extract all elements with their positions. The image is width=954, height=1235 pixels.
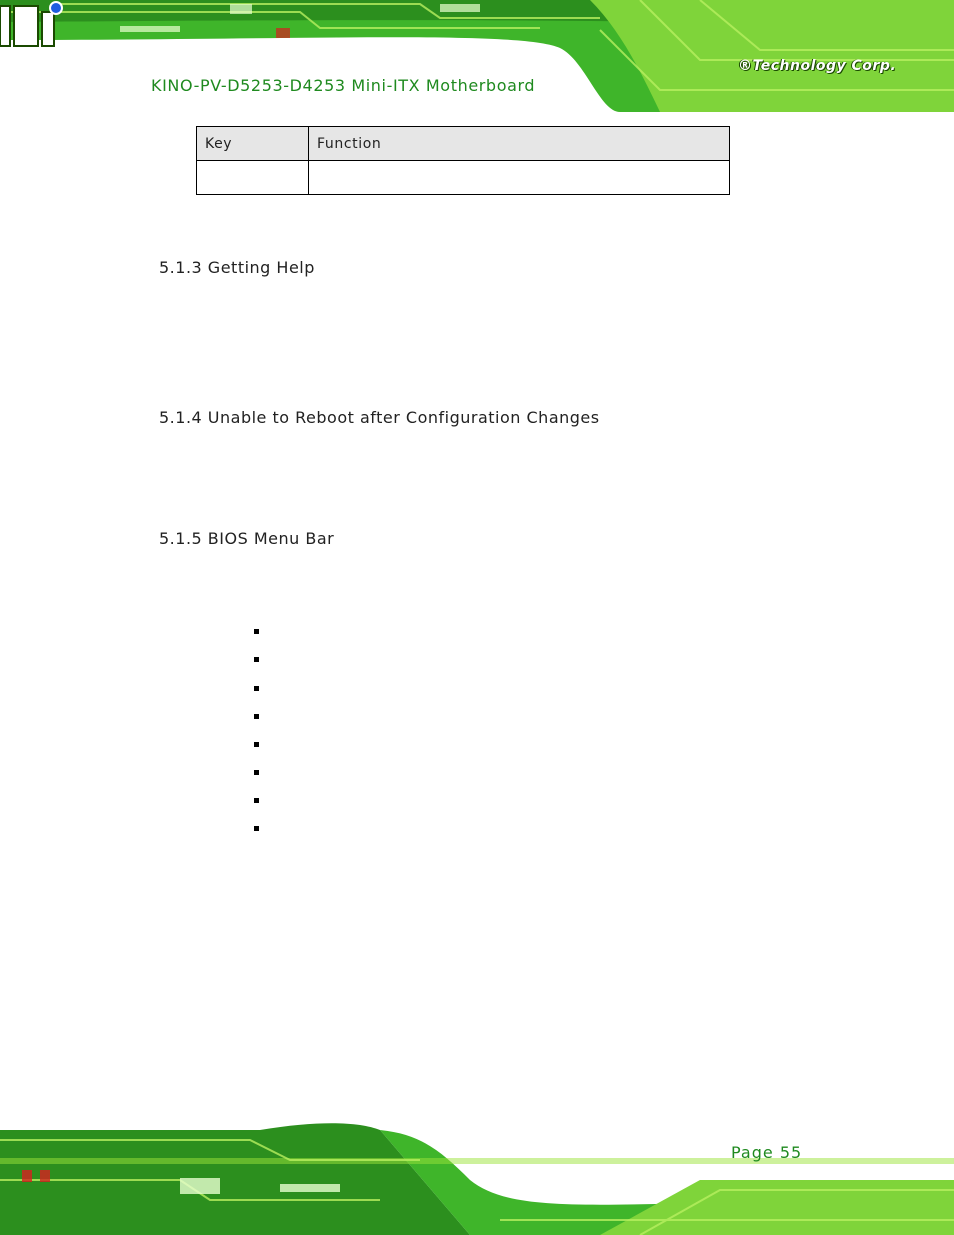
section-heading-getting-help: 5.1.3 Getting Help xyxy=(159,258,315,277)
table-header-row xyxy=(197,127,730,161)
iei-logo-icon xyxy=(0,0,66,50)
page-footer xyxy=(0,1120,954,1235)
list-item-bullet xyxy=(254,629,259,634)
list-item-bullet xyxy=(254,714,259,719)
logo-text: ®Technology Corp. xyxy=(738,58,897,74)
list-item-bullet xyxy=(254,657,259,662)
key-function-table xyxy=(196,126,730,195)
footer-pcb-artwork xyxy=(0,1120,954,1235)
section-heading-unable-to-reboot: 5.1.4 Unable to Reboot after Configuration Changes xyxy=(159,408,600,427)
table-row xyxy=(197,161,730,195)
list-item-bullet xyxy=(254,826,259,831)
table-cell-function xyxy=(309,161,730,195)
table-cell-key xyxy=(197,161,309,195)
page-header xyxy=(0,0,954,112)
list-item-bullet xyxy=(254,770,259,775)
list-item-bullet xyxy=(254,742,259,747)
header-pcb-artwork xyxy=(0,0,954,112)
list-item-bullet xyxy=(254,798,259,803)
page-number: Page 55 xyxy=(731,1143,803,1162)
column-header-key: Key xyxy=(197,127,309,161)
column-header-function: Function xyxy=(309,127,730,161)
list-item-bullet xyxy=(254,686,259,691)
document-title: KINO-PV-D5253-D4253 Mini-ITX Motherboard xyxy=(151,76,536,95)
section-heading-bios-menu-bar: 5.1.5 BIOS Menu Bar xyxy=(159,529,335,548)
